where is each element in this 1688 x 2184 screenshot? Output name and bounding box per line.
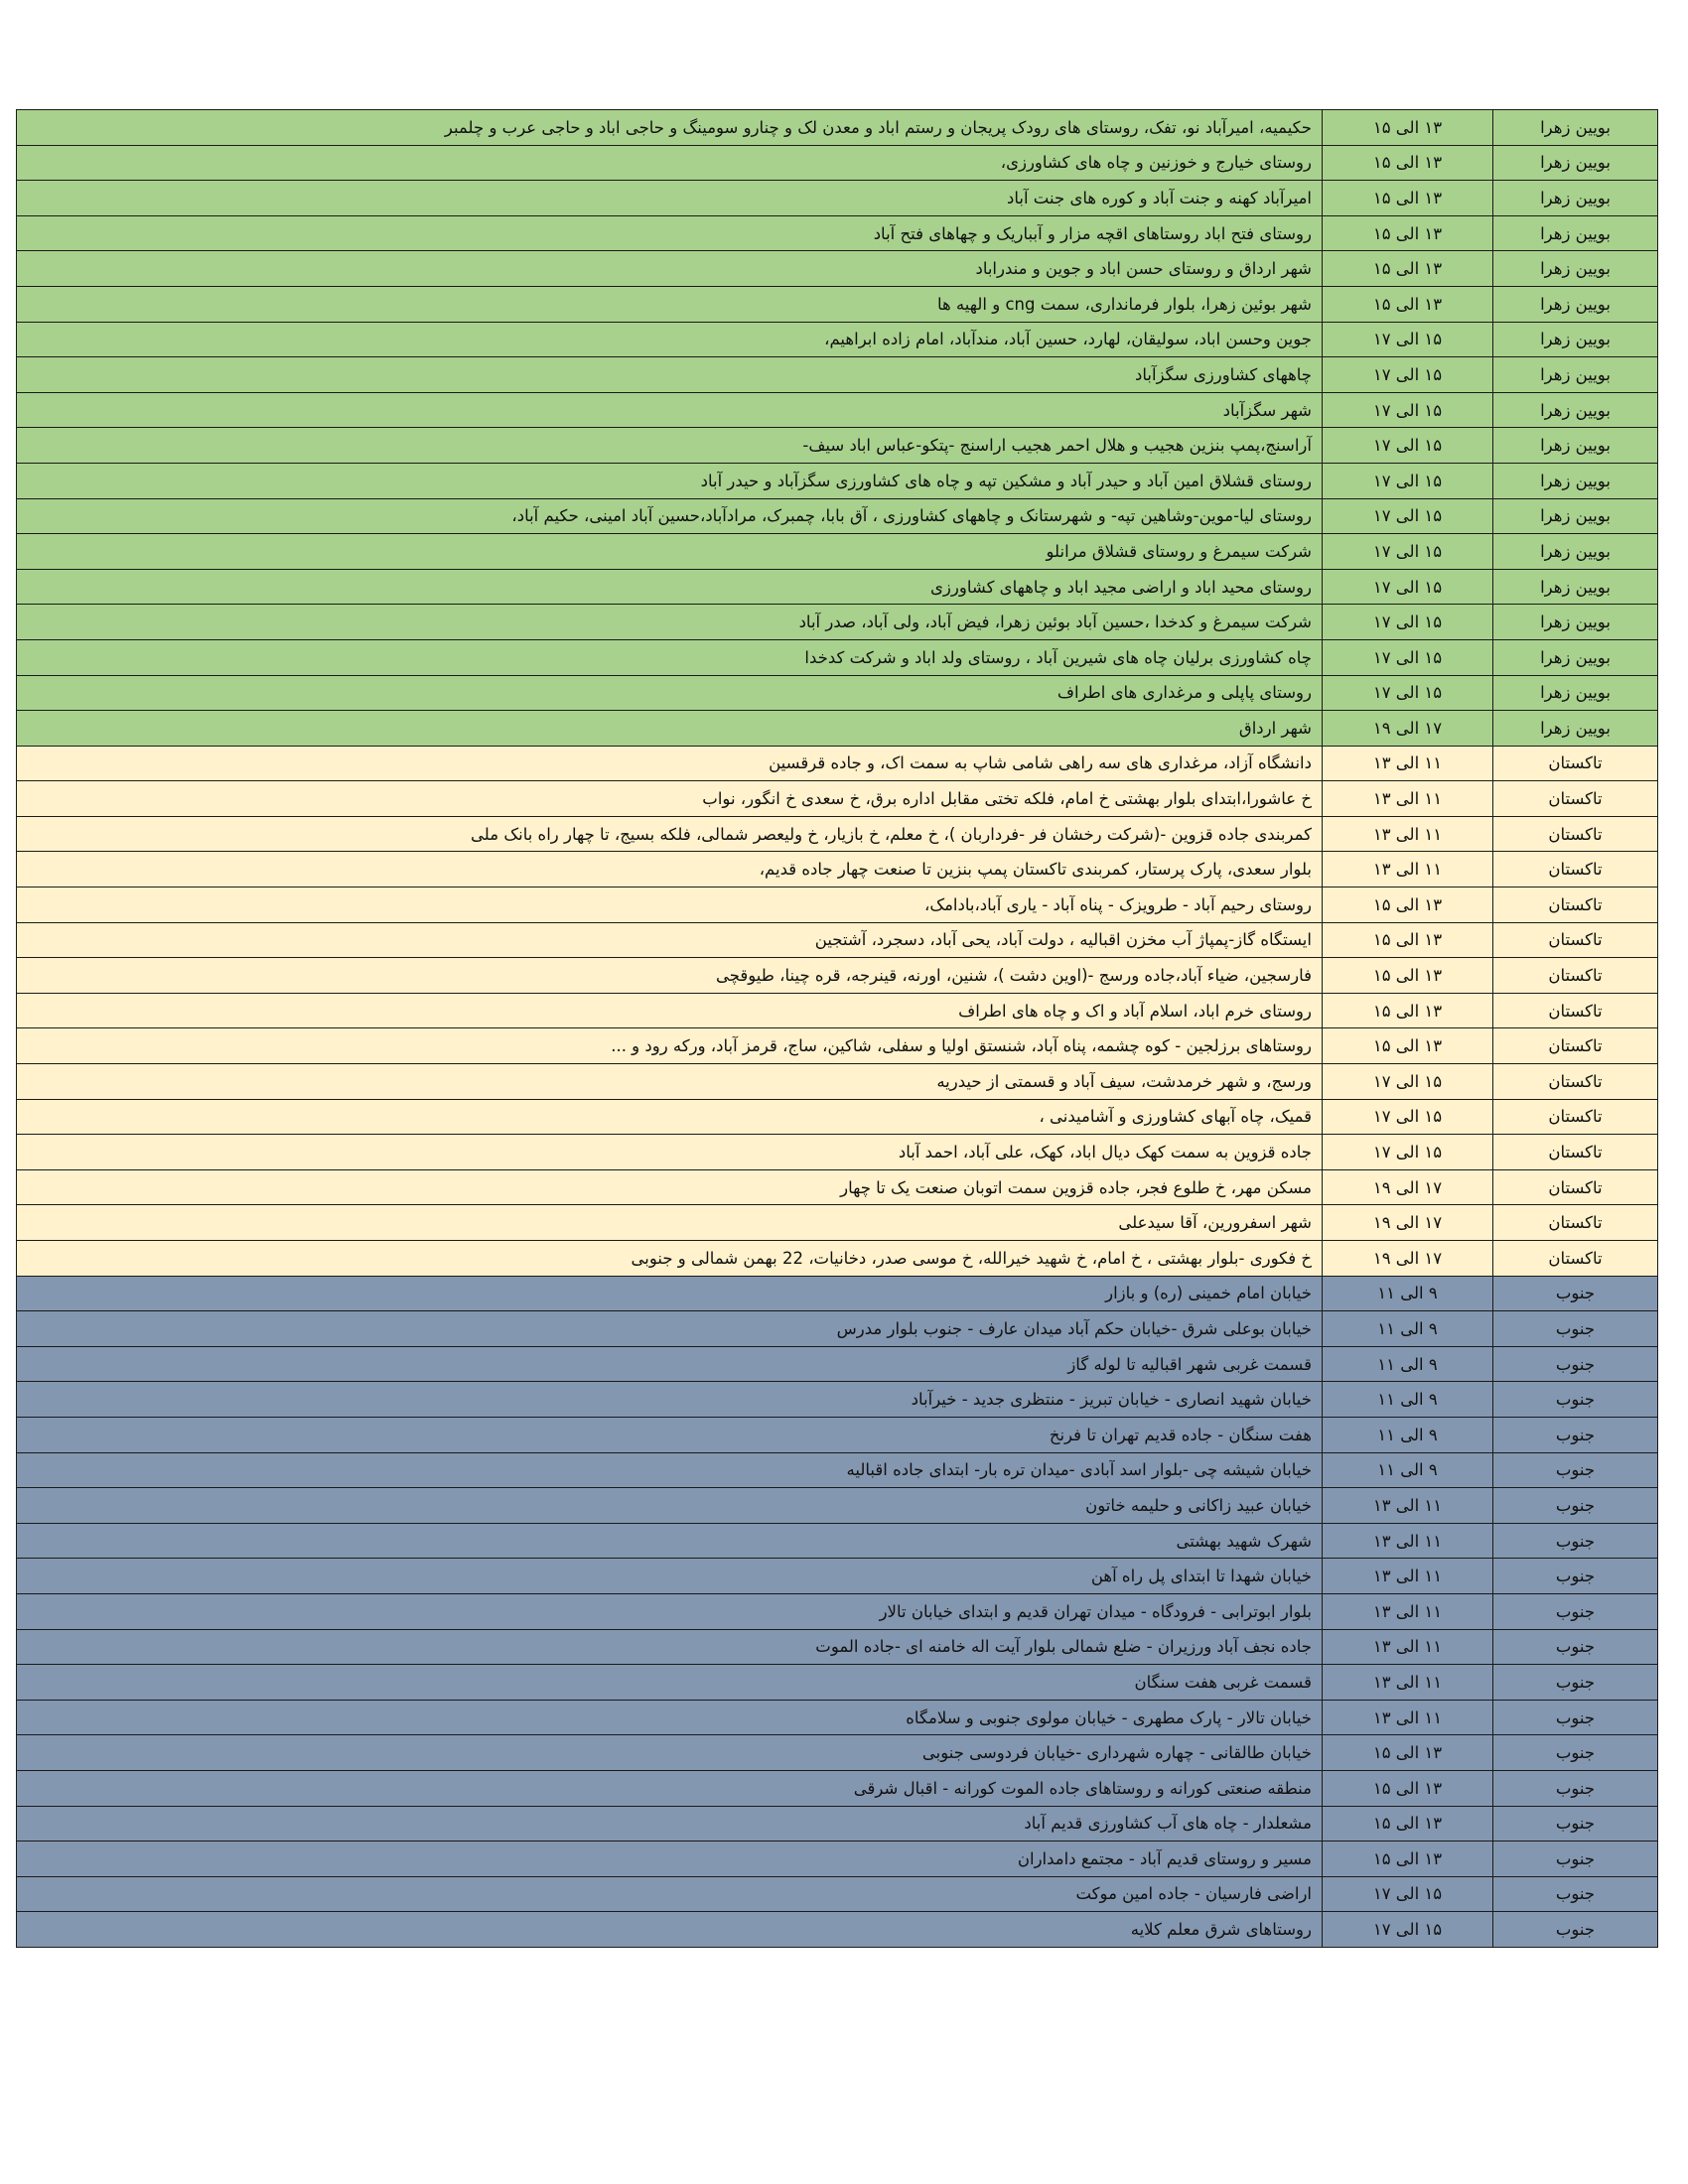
- areas-cell: شهر اسفرورین، آقا سیدعلی: [17, 1205, 1323, 1241]
- time-range-cell: ۱۵ الی ۱۷: [1323, 322, 1493, 357]
- table-row: [17, 534, 1658, 570]
- table-row: [17, 816, 1658, 852]
- areas-cell: دانشگاه آزاد، مرغداری های سه راهی شامی شاپ به سمت اک، و جاده قرقسین: [17, 746, 1323, 781]
- table-row: [17, 110, 1658, 146]
- areas-cell: خیابان عبید زاکانی و حلیمه خاتون: [17, 1488, 1323, 1524]
- areas-cell: خ عاشورا،ابتدای بلوار بهشتی خ امام، فلکه تختی مقابل اداره برق، خ سعدی خ انگور، نواب: [17, 781, 1323, 817]
- table-row: [17, 1169, 1658, 1205]
- region-cell: بویین زهرا: [1493, 181, 1658, 216]
- region-cell: بویین زهرا: [1493, 251, 1658, 287]
- table-row: [17, 1028, 1658, 1064]
- table-row: [17, 1382, 1658, 1418]
- time-range-cell: ۱۱ الی ۱۳: [1323, 816, 1493, 852]
- table-row: [17, 1593, 1658, 1629]
- region-cell: جنوب: [1493, 1735, 1658, 1771]
- region-cell: تاکستان: [1493, 1205, 1658, 1241]
- region-cell: جنوب: [1493, 1488, 1658, 1524]
- time-range-cell: ۱۱ الی ۱۳: [1323, 746, 1493, 781]
- areas-cell: جاده نجف آباد ورزیران - ضلع شمالی بلوار آیت اله خامنه ای -جاده الموت: [17, 1629, 1323, 1665]
- areas-cell: ورسج، و شهر خرمدشت، سیف آباد و قسمتی از حیدریه: [17, 1064, 1323, 1100]
- time-range-cell: ۱۵ الی ۱۷: [1323, 534, 1493, 570]
- areas-cell: ایستگاه گاز-پمپاژ آب مخزن اقبالیه ، دولت آباد، یحی آباد، دسجرد، آشتجین: [17, 922, 1323, 958]
- table-row: [17, 1276, 1658, 1311]
- table-row: [17, 1311, 1658, 1347]
- time-range-cell: ۱۵ الی ۱۷: [1323, 498, 1493, 534]
- region-cell: جنوب: [1493, 1629, 1658, 1665]
- time-range-cell: ۱۷ الی ۱۹: [1323, 1205, 1493, 1241]
- table-row: [17, 322, 1658, 357]
- areas-cell: مشعلدار - چاه های آب کشاورزی قدیم آباد: [17, 1806, 1323, 1842]
- table-row: [17, 251, 1658, 287]
- areas-cell: روستاهای شرق معلم کلایه: [17, 1912, 1323, 1948]
- time-range-cell: ۹ الی ۱۱: [1323, 1382, 1493, 1418]
- areas-cell: روستای لیا-موین-وشاهین تپه- و شهرستانک و چاههای کشاورزی ، آق بابا، چمبرک، مرادآباد،حسین آباد امینی، حکیم آباد،: [17, 498, 1323, 534]
- region-cell: بویین زهرا: [1493, 675, 1658, 711]
- areas-cell: شهر سگزآباد: [17, 392, 1323, 428]
- region-cell: جنوب: [1493, 1417, 1658, 1452]
- region-cell: بویین زهرا: [1493, 498, 1658, 534]
- time-range-cell: ۱۳ الی ۱۵: [1323, 1770, 1493, 1806]
- table-row: [17, 1665, 1658, 1701]
- areas-cell: قسمت غربی هفت سنگان: [17, 1665, 1323, 1701]
- areas-cell: روستای قشلاق امین آباد و حیدر آباد و مشکین تپه و چاه های کشاورزی سگزآباد و حیدر آباد: [17, 463, 1323, 498]
- region-cell: جنوب: [1493, 1559, 1658, 1594]
- time-range-cell: ۱۵ الی ۱۷: [1323, 428, 1493, 464]
- time-range-cell: ۱۳ الی ۱۵: [1323, 181, 1493, 216]
- region-cell: تاکستان: [1493, 1241, 1658, 1277]
- time-range-cell: ۱۳ الی ۱۵: [1323, 993, 1493, 1028]
- region-cell: بویین زهرا: [1493, 145, 1658, 181]
- region-cell: جنوب: [1493, 1593, 1658, 1629]
- region-cell: جنوب: [1493, 1700, 1658, 1735]
- time-range-cell: ۱۵ الی ۱۷: [1323, 392, 1493, 428]
- time-range-cell: ۱۷ الی ۱۹: [1323, 1241, 1493, 1277]
- time-range-cell: ۱۵ الی ۱۷: [1323, 1099, 1493, 1135]
- time-range-cell: ۱۳ الی ۱۵: [1323, 922, 1493, 958]
- table-row: [17, 1770, 1658, 1806]
- time-range-cell: ۹ الی ۱۱: [1323, 1417, 1493, 1452]
- time-range-cell: ۱۵ الی ۱۷: [1323, 463, 1493, 498]
- areas-cell: شهر ارداق: [17, 711, 1323, 747]
- region-cell: جنوب: [1493, 1523, 1658, 1559]
- time-range-cell: ۱۳ الی ۱۵: [1323, 215, 1493, 251]
- region-cell: تاکستان: [1493, 1169, 1658, 1205]
- region-cell: بویین زهرا: [1493, 463, 1658, 498]
- table-row: [17, 639, 1658, 675]
- areas-cell: خیابان تالار - پارک مطهری - خیابان مولوی جنوبی و سلامگاه: [17, 1700, 1323, 1735]
- table-row: [17, 711, 1658, 747]
- table-row: [17, 215, 1658, 251]
- time-range-cell: ۹ الی ۱۱: [1323, 1311, 1493, 1347]
- table-row: [17, 1559, 1658, 1594]
- time-range-cell: ۱۳ الی ۱۵: [1323, 958, 1493, 994]
- time-range-cell: ۱۵ الی ۱۷: [1323, 569, 1493, 605]
- table-row: [17, 1735, 1658, 1771]
- time-range-cell: ۹ الی ۱۱: [1323, 1346, 1493, 1382]
- areas-cell: روستای محید اباد و اراضی مجید اباد و چاههای کشاورزی: [17, 569, 1323, 605]
- region-cell: تاکستان: [1493, 993, 1658, 1028]
- table-row: [17, 1523, 1658, 1559]
- region-cell: بویین زهرا: [1493, 605, 1658, 640]
- time-range-cell: ۱۳ الی ۱۵: [1323, 251, 1493, 287]
- region-cell: بویین زهرا: [1493, 711, 1658, 747]
- table-row: [17, 1417, 1658, 1452]
- areas-cell: خیابان شیشه چی -بلوار اسد آبادی -میدان تره بار- ابتدای جاده اقبالیه: [17, 1452, 1323, 1488]
- region-cell: بویین زهرا: [1493, 534, 1658, 570]
- time-range-cell: ۱۵ الی ۱۷: [1323, 1876, 1493, 1912]
- region-cell: جنوب: [1493, 1842, 1658, 1877]
- areas-cell: روستای رحیم آباد - طرویزک - پناه آباد - یاری آباد،بادامک،: [17, 887, 1323, 923]
- region-cell: بویین زهرا: [1493, 357, 1658, 393]
- areas-cell: قسمت غربی شهر اقبالیه تا لوله گاز: [17, 1346, 1323, 1382]
- table-row: [17, 1629, 1658, 1665]
- time-range-cell: ۱۳ الی ۱۵: [1323, 110, 1493, 146]
- table-row: [17, 1241, 1658, 1277]
- region-cell: تاکستان: [1493, 1099, 1658, 1135]
- region-cell: جنوب: [1493, 1276, 1658, 1311]
- outage-schedule-sheet: [16, 109, 1658, 1948]
- table-row: [17, 463, 1658, 498]
- time-range-cell: ۱۱ الی ۱۳: [1323, 852, 1493, 887]
- table-row: [17, 1806, 1658, 1842]
- areas-cell: شهرک شهید بهشتی: [17, 1523, 1323, 1559]
- areas-cell: کمربندی جاده قزوین -(شرکت رخشان فر -فرداربان )، خ معلم، خ بازیار، خ ولیعصر شمالی، فلکه بسیج، تا چهار راه بانک ملی: [17, 816, 1323, 852]
- table-row: [17, 286, 1658, 322]
- table-body: [17, 110, 1658, 1948]
- time-range-cell: ۱۱ الی ۱۳: [1323, 1665, 1493, 1701]
- time-range-cell: ۱۱ الی ۱۳: [1323, 1593, 1493, 1629]
- table-row: [17, 569, 1658, 605]
- time-range-cell: ۱۵ الی ۱۷: [1323, 1064, 1493, 1100]
- region-cell: تاکستان: [1493, 1028, 1658, 1064]
- region-cell: تاکستان: [1493, 852, 1658, 887]
- region-cell: جنوب: [1493, 1346, 1658, 1382]
- region-cell: جنوب: [1493, 1665, 1658, 1701]
- time-range-cell: ۱۱ الی ۱۳: [1323, 1700, 1493, 1735]
- table-row: [17, 145, 1658, 181]
- time-range-cell: ۱۱ الی ۱۳: [1323, 1523, 1493, 1559]
- region-cell: بویین زهرا: [1493, 322, 1658, 357]
- areas-cell: شهر ارداق و روستای حسن اباد و جوین و مندراباد: [17, 251, 1323, 287]
- time-range-cell: ۱۱ الی ۱۳: [1323, 1559, 1493, 1594]
- region-cell: بویین زهرا: [1493, 569, 1658, 605]
- region-cell: تاکستان: [1493, 816, 1658, 852]
- table-row: [17, 181, 1658, 216]
- time-range-cell: ۱۷ الی ۱۹: [1323, 711, 1493, 747]
- region-cell: تاکستان: [1493, 746, 1658, 781]
- areas-cell: جوین وحسن اباد، سولیقان، لهارد، حسین آباد، مندآباد، امام زاده ابراهیم،: [17, 322, 1323, 357]
- table-row: [17, 1205, 1658, 1241]
- region-cell: بویین زهرا: [1493, 428, 1658, 464]
- time-range-cell: ۱۷ الی ۱۹: [1323, 1169, 1493, 1205]
- time-range-cell: ۹ الی ۱۱: [1323, 1276, 1493, 1311]
- time-range-cell: ۱۳ الی ۱۵: [1323, 1028, 1493, 1064]
- time-range-cell: ۱۳ الی ۱۵: [1323, 145, 1493, 181]
- areas-cell: روستای خیارج و خوزنین و چاه های کشاورزی،: [17, 145, 1323, 181]
- region-cell: تاکستان: [1493, 1135, 1658, 1170]
- region-cell: بویین زهرا: [1493, 286, 1658, 322]
- time-range-cell: ۱۱ الی ۱۳: [1323, 781, 1493, 817]
- areas-cell: قمیک، چاه آبهای کشاورزی و آشامیدنی ،: [17, 1099, 1323, 1135]
- areas-cell: خ فکوری -بلوار بهشتی ، خ امام، خ شهید خیرالله، خ موسی صدر، دخانیات، 22 بهمن شمالی و جنوبی: [17, 1241, 1323, 1277]
- areas-cell: چاه کشاورزی برلیان چاه های شیرین آباد ، روستای ولد اباد و شرکت کدخدا: [17, 639, 1323, 675]
- region-cell: بویین زهرا: [1493, 639, 1658, 675]
- areas-cell: روستای فتح اباد روستاهای اقچه مزار و آبباریک و چهاهای فتح آباد: [17, 215, 1323, 251]
- time-range-cell: ۱۵ الی ۱۷: [1323, 357, 1493, 393]
- time-range-cell: ۱۵ الی ۱۷: [1323, 605, 1493, 640]
- outage-schedule-table: [16, 109, 1658, 1948]
- table-row: [17, 357, 1658, 393]
- table-row: [17, 675, 1658, 711]
- region-cell: بویین زهرا: [1493, 110, 1658, 146]
- table-row: [17, 922, 1658, 958]
- region-cell: جنوب: [1493, 1382, 1658, 1418]
- region-cell: تاکستان: [1493, 958, 1658, 994]
- table-row: [17, 1064, 1658, 1100]
- areas-cell: خیابان شهید انصاری - خیابان تبریز - منتظری جدید - خیرآباد: [17, 1382, 1323, 1418]
- table-row: [17, 1700, 1658, 1735]
- areas-cell: هفت سنگان - جاده قدیم تهران تا فرنخ: [17, 1417, 1323, 1452]
- areas-cell: روستای خرم اباد، اسلام آباد و اک و چاه های اطراف: [17, 993, 1323, 1028]
- time-range-cell: ۱۳ الی ۱۵: [1323, 887, 1493, 923]
- areas-cell: فارسجین، ضیاء آباد،جاده ورسج -(اوین دشت )، شنین، اورنه، قینرجه، قره چینا، طیوقچی: [17, 958, 1323, 994]
- table-row: [17, 1099, 1658, 1135]
- table-row: [17, 852, 1658, 887]
- areas-cell: حکیمیه، امیرآباد نو، تفک، روستای های رودک پریجان و رستم اباد و معدن لک و چنارو سومینگ و حاجی اباد و حاجی عرب و چلمبر: [17, 110, 1323, 146]
- areas-cell: اراضی فارسیان - جاده امین موکت: [17, 1876, 1323, 1912]
- areas-cell: چاههای کشاورزی سگزآباد: [17, 357, 1323, 393]
- region-cell: جنوب: [1493, 1770, 1658, 1806]
- areas-cell: خیابان شهدا تا ابتدای پل راه آهن: [17, 1559, 1323, 1594]
- table-row: [17, 1452, 1658, 1488]
- areas-cell: خیابان امام خمینی (ره) و بازار: [17, 1276, 1323, 1311]
- areas-cell: خیابان طالقانی - چهاره شهرداری -خیابان فردوسی جنوبی: [17, 1735, 1323, 1771]
- table-row: [17, 1488, 1658, 1524]
- areas-cell: روستای پاپلی و مرغداری های اطراف: [17, 675, 1323, 711]
- region-cell: تاکستان: [1493, 922, 1658, 958]
- table-row: [17, 746, 1658, 781]
- areas-cell: روستاهای برزلجین - کوه چشمه، پناه آباد، شنستق اولیا و سفلی، شاکین، ساج، قرمز آباد، ورکه رود و ...: [17, 1028, 1323, 1064]
- areas-cell: مسکن مهر، خ طلوع فجر، جاده قزوین سمت اتوبان صنعت یک تا چهار: [17, 1169, 1323, 1205]
- region-cell: بویین زهرا: [1493, 392, 1658, 428]
- time-range-cell: ۱۱ الی ۱۳: [1323, 1629, 1493, 1665]
- region-cell: جنوب: [1493, 1311, 1658, 1347]
- table-row: [17, 392, 1658, 428]
- table-row: [17, 498, 1658, 534]
- areas-cell: آراسنج،پمپ بنزین هجیب و هلال احمر هجیب اراسنج -پتکو-عباس اباد سیف-: [17, 428, 1323, 464]
- time-range-cell: ۱۵ الی ۱۷: [1323, 675, 1493, 711]
- region-cell: تاکستان: [1493, 887, 1658, 923]
- table-row: [17, 428, 1658, 464]
- region-cell: تاکستان: [1493, 781, 1658, 817]
- region-cell: تاکستان: [1493, 1064, 1658, 1100]
- table-row: [17, 1346, 1658, 1382]
- areas-cell: خیابان بوعلی شرق -خیابان حکم آباد میدان عارف - جنوب بلوار مدرس: [17, 1311, 1323, 1347]
- table-row: [17, 1842, 1658, 1877]
- table-row: [17, 993, 1658, 1028]
- region-cell: جنوب: [1493, 1876, 1658, 1912]
- areas-cell: شهر بوئین زهرا، بلوار فرمانداری، سمت cng و الهیه ها: [17, 286, 1323, 322]
- areas-cell: بلوار ابوترابی - فرودگاه - میدان تهران قدیم و ابتدای خیابان تالار: [17, 1593, 1323, 1629]
- time-range-cell: ۱۵ الی ۱۷: [1323, 639, 1493, 675]
- time-range-cell: ۱۳ الی ۱۵: [1323, 286, 1493, 322]
- region-cell: جنوب: [1493, 1806, 1658, 1842]
- table-row: [17, 1135, 1658, 1170]
- areas-cell: منطقه صنعتی کورانه و روستاهای جاده الموت کورانه - اقبال شرقی: [17, 1770, 1323, 1806]
- region-cell: بویین زهرا: [1493, 215, 1658, 251]
- time-range-cell: ۱۱ الی ۱۳: [1323, 1488, 1493, 1524]
- table-row: [17, 781, 1658, 817]
- time-range-cell: ۱۳ الی ۱۵: [1323, 1806, 1493, 1842]
- areas-cell: مسیر و روستای قدیم آباد - مجتمع دامداران: [17, 1842, 1323, 1877]
- time-range-cell: ۹ الی ۱۱: [1323, 1452, 1493, 1488]
- areas-cell: شرکت سیمرغ و روستای قشلاق مرانلو: [17, 534, 1323, 570]
- time-range-cell: ۱۵ الی ۱۷: [1323, 1135, 1493, 1170]
- time-range-cell: ۱۳ الی ۱۵: [1323, 1842, 1493, 1877]
- areas-cell: شرکت سیمرغ و کدخدا ،حسین آباد بوئین زهرا، فیض آباد، ولی آباد، صدر آباد: [17, 605, 1323, 640]
- region-cell: جنوب: [1493, 1912, 1658, 1948]
- table-row: [17, 1912, 1658, 1948]
- time-range-cell: ۱۵ الی ۱۷: [1323, 1912, 1493, 1948]
- table-row: [17, 958, 1658, 994]
- region-cell: جنوب: [1493, 1452, 1658, 1488]
- areas-cell: جاده قزوین به سمت کهک دیال اباد، کهک، علی آباد، احمد آباد: [17, 1135, 1323, 1170]
- time-range-cell: ۱۳ الی ۱۵: [1323, 1735, 1493, 1771]
- table-row: [17, 887, 1658, 923]
- table-row: [17, 605, 1658, 640]
- table-row: [17, 1876, 1658, 1912]
- areas-cell: امیرآباد کهنه و جنت آباد و کوره های جنت آباد: [17, 181, 1323, 216]
- areas-cell: بلوار سعدی، پارک پرستار، کمربندی تاکستان پمپ بنزین تا صنعت چهار جاده قدیم،: [17, 852, 1323, 887]
